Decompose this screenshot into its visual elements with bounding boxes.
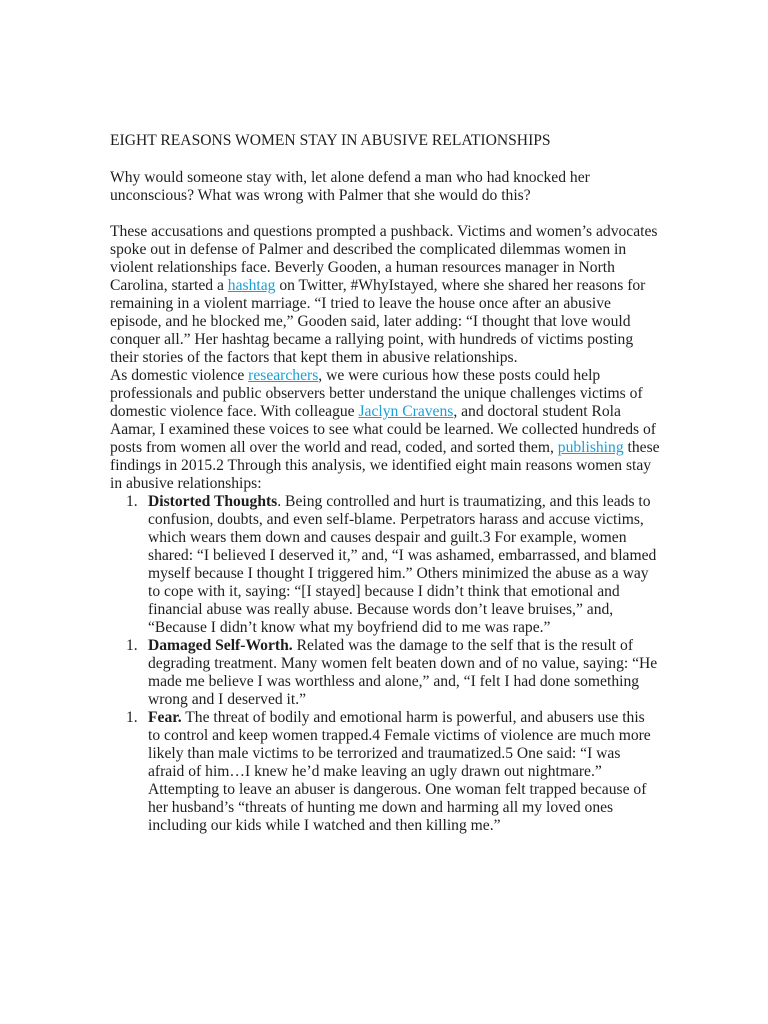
list-item-text: . Being controlled and hurt is traumatizing, and this leads to confusion, doubts, and even self-blame. Perpetrators harass and accuse victims, which wears them down and causes despair and guilt.3 For example, women shared: “I believed I deserved it,” and, “I was ashamed, embarrassed, and blamed myself because I thought I triggered him.” Others minimized the abuse as a way to cope with it, saying: “[I stayed] because I didn’t think that emotional and financial abuse was really abuse. Because words don’t leave bruises,” and, “Because I didn’t know what my boyfriend did to me was rape.” <box>148 493 657 636</box>
researchers-link[interactable]: researchers <box>248 367 319 384</box>
intro-paragraph: Why would someone stay with, let alone defend a man who had knocked her unconscious? What was wrong with Palmer that she would do this? <box>110 169 590 204</box>
publishing-link[interactable]: publishing <box>557 439 624 456</box>
list-number: 1. <box>126 637 138 654</box>
list-item-heading: Distorted Thoughts <box>148 493 278 510</box>
document-title: EIGHT REASONS WOMEN STAY IN ABUSIVE RELATIONSHIPS <box>110 132 551 149</box>
paragraph-research <box>110 367 660 493</box>
paragraph-text: , we were curious how these posts could help professionals and public observers better understand the unique challenges victims of domestic violence face. With colleague <box>110 367 643 420</box>
paragraph-text: As domestic violence <box>110 367 249 384</box>
list-item <box>110 637 660 709</box>
jaclyn-cravens-link[interactable]: Jaclyn Cravens <box>358 403 454 420</box>
paragraph-text: These accusations and questions prompted a pushback. Victims and women’s advocates spoke out in defense of Palmer and described the complicated dilemmas women in violent relationships face. Beverly Gooden, a human resources manager in North Carolina, started a <box>110 223 658 294</box>
list-item-heading: Fear. <box>148 709 182 726</box>
paragraph-text: these findings in 2015.2 Through this analysis, we identified eight main reasons women stay in abusive relationships: <box>110 439 660 492</box>
list-number: 1. <box>126 709 138 726</box>
list-number: 1. <box>126 493 138 510</box>
document-body <box>110 128 660 835</box>
reasons-list <box>110 493 660 835</box>
hashtag-link[interactable]: hashtag <box>227 277 276 294</box>
list-item <box>110 709 660 835</box>
list-item-text: Related was the damage to the self that is the result of degrading treatment. Many women felt beaten down and of no value, saying: “He made me believe I was worthless and alone,” and, “I felt I had done something wrong and I deserved it.” <box>148 637 658 708</box>
list-item-heading: Damaged Self-Worth. <box>148 637 293 654</box>
paragraph-pushback <box>110 223 660 367</box>
paragraph-text: , and doctoral student Rola Aamar, I examined these voices to see what could be learned. We collected hundreds of posts from women all over the world and read, coded, and sorted them, <box>110 403 657 456</box>
list-item <box>110 493 660 637</box>
paragraph-text: on Twitter, #WhyIstayed, where she shared her reasons for remaining in a violent marriage. “I tried to leave the house once after an abusive episode, and he blocked me,” Gooden said, later adding: “I thought that love would conquer all.” Her hashtag became a rallying point, with hundreds of victims posting their stories of the factors that kept them in abusive relationships. <box>110 277 646 366</box>
list-item-text: The threat of bodily and emotional harm is powerful, and abusers use this to control and keep women trapped.4 Female victims of violence are much more likely than male victims to be terrorized and traumatized.5 One said: “I was afraid of him…I knew he’d make leaving an ugly drawn out nightmare.” Attempting to leave an abuser is dangerous. One woman felt trapped because of her husband’s “threats of hunting me down and harming all my loved ones including our kids while I watched and then killing me.” <box>148 709 651 834</box>
